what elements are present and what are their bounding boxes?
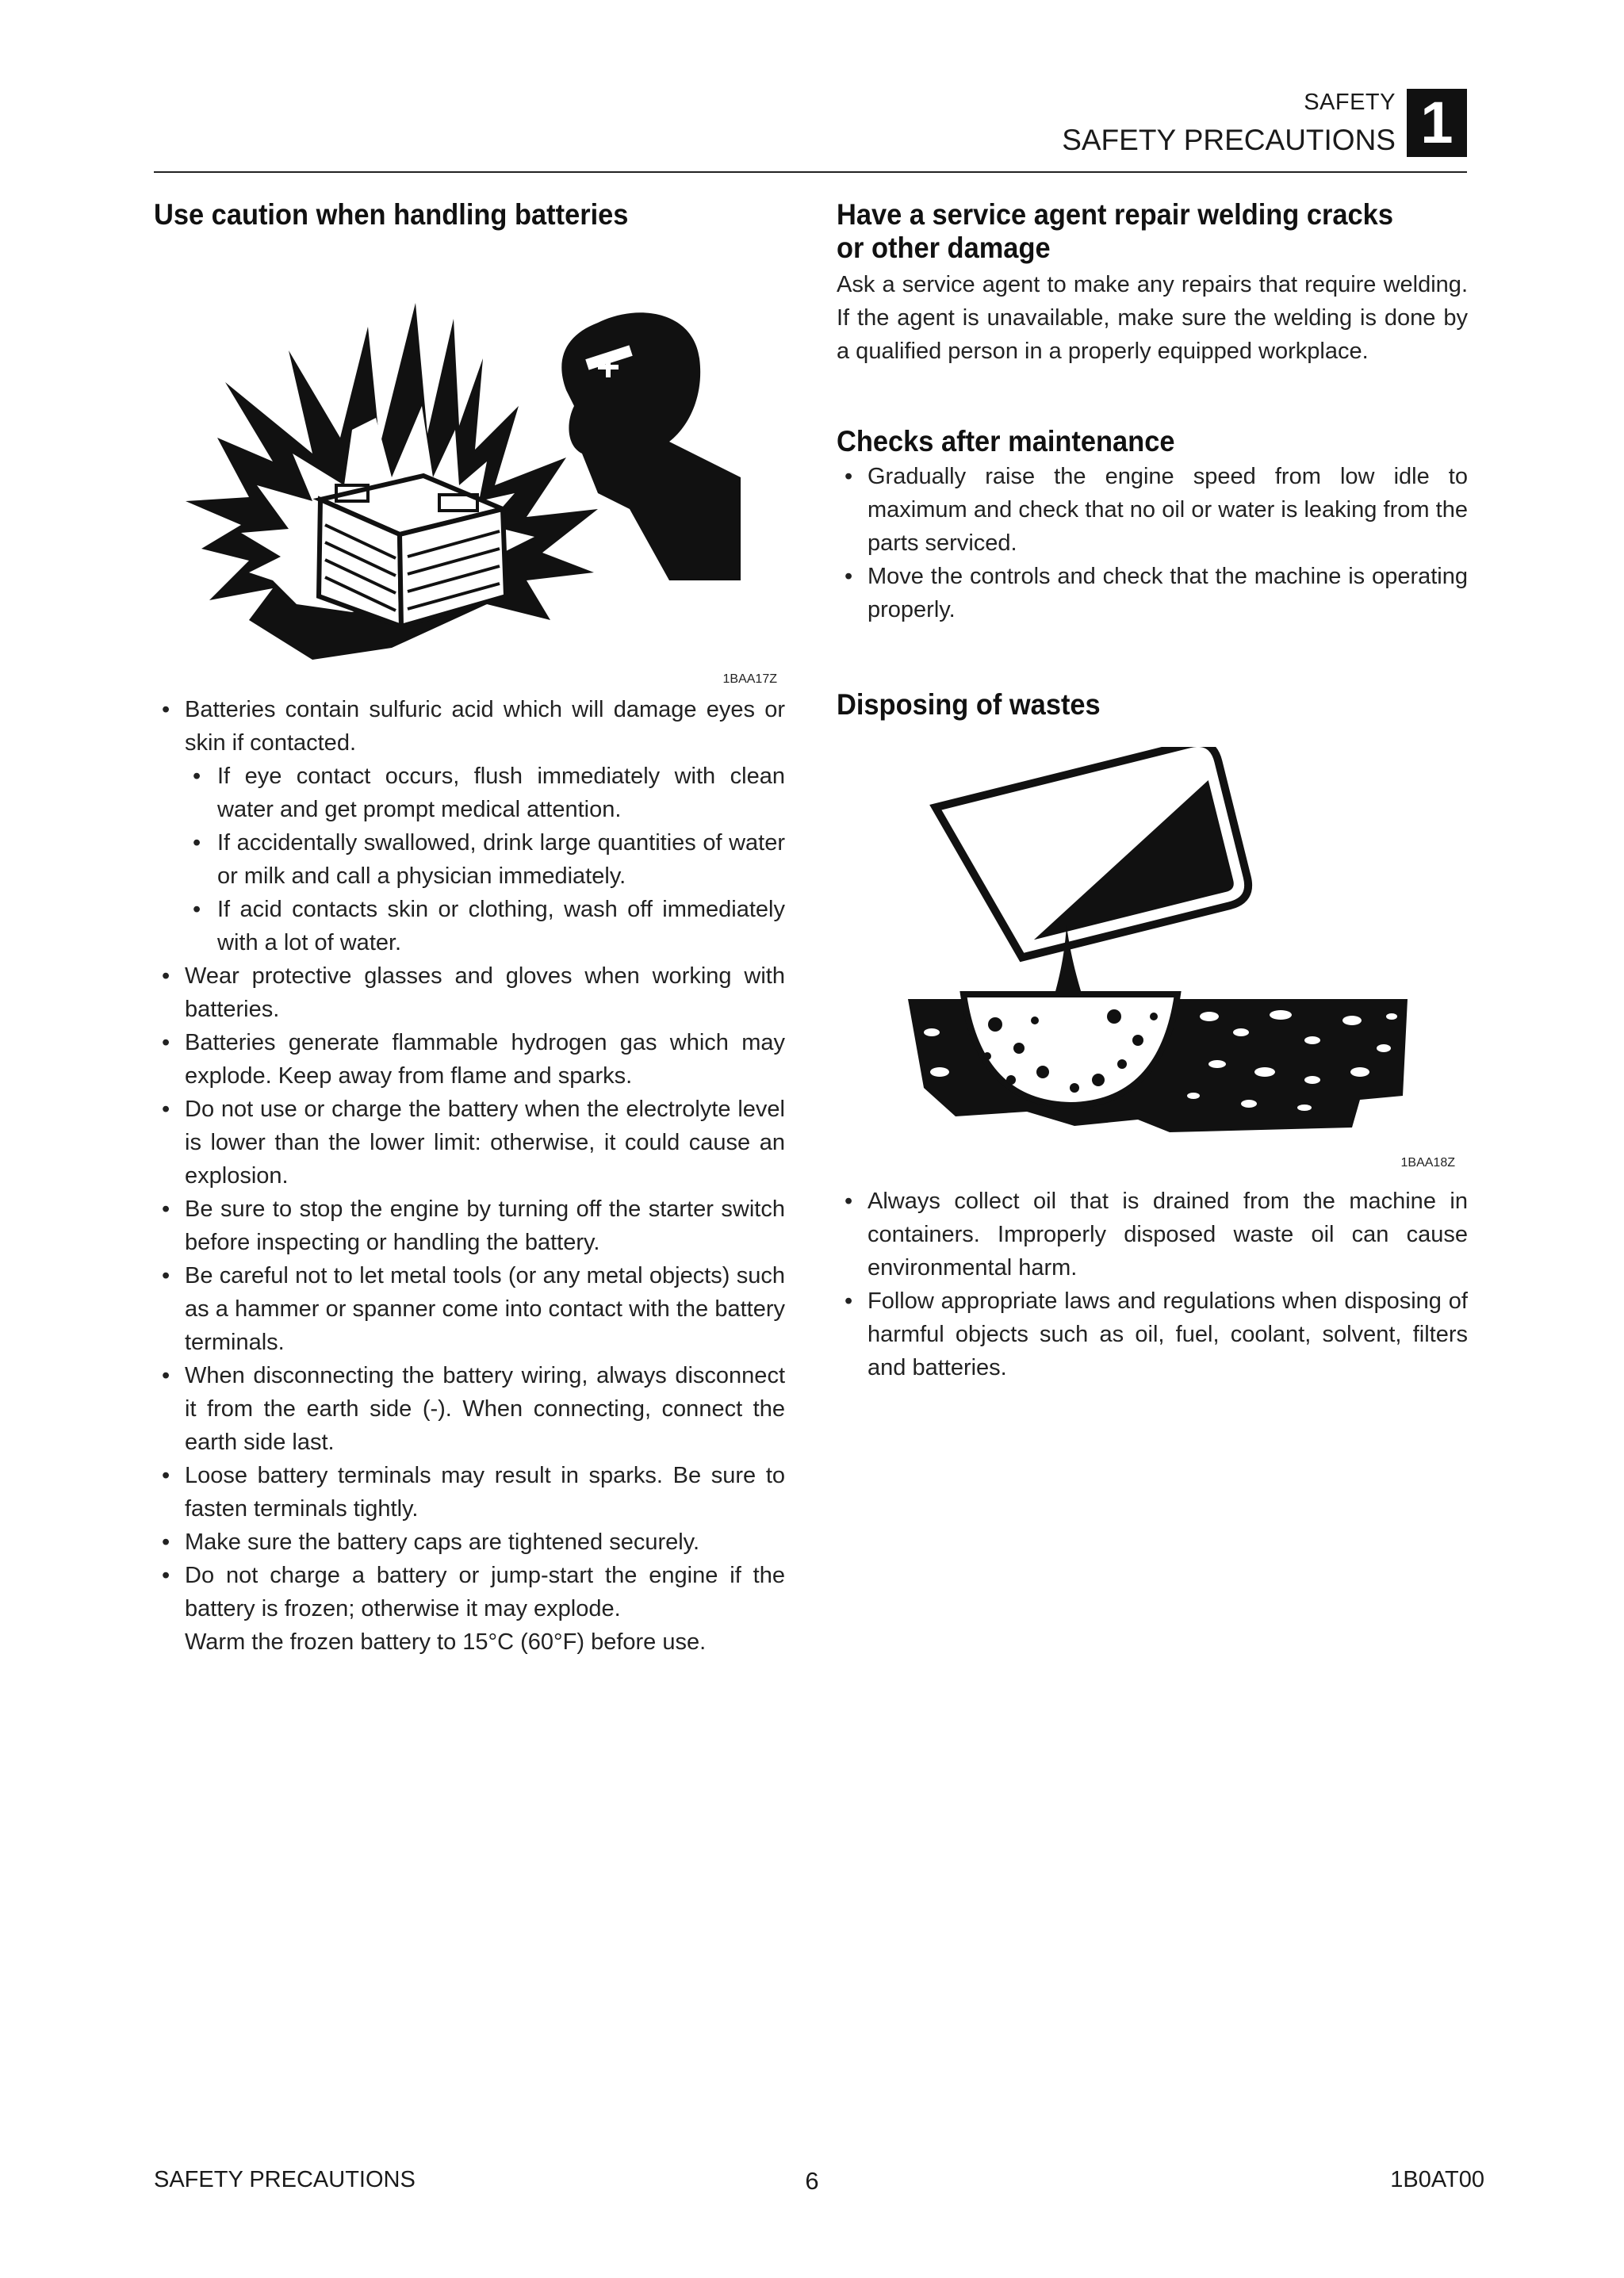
battery-bullet <box>154 693 785 959</box>
checks-bullet: • Move the controls and check that the machine is operating properly. <box>837 560 1468 626</box>
battery-bullet: • When disconnecting the battery wiring, always disconnect it from the earth side (-). When connecting, connect the earth side last. <box>154 1359 785 1459</box>
battery-sub-bullet: • If acid contacts skin or clothing, wash off immediately with a lot of water. <box>185 893 785 959</box>
header-rule <box>154 171 1467 173</box>
checks-bullet-list <box>837 460 1468 626</box>
header-title: SAFETY PRECAUTIONS <box>1062 124 1396 156</box>
footer-page-number: 6 <box>805 2167 819 2195</box>
wastes-bullet: • Always collect oil that is drained from the machine in containers. Improperly disposed waste oil can cause environmental harm. <box>837 1185 1468 1284</box>
checks-heading: Checks after maintenance <box>837 425 1175 458</box>
figure-code-2: 1BAA18Z <box>1400 1156 1455 1170</box>
battery-bullet: • Make sure the battery caps are tightened securely. <box>154 1526 785 1559</box>
bullet-text: Batteries contain sulfuric acid which will damage eyes or skin if contacted. <box>185 697 785 756</box>
bullet-text: Do not charge a battery or jump-start the engine if the battery is frozen; otherwise it may explode. <box>185 1563 785 1621</box>
battery-bullet-list <box>154 693 785 1659</box>
battery-bullet: • Batteries generate flammable hydrogen gas which may explode. Keep away from flame and sparks. <box>154 1026 785 1093</box>
welding-body: Ask a service agent to make any repairs that require welding. If the agent is unavailable, make sure the welding is done by a qualified person in a properly equipped workplace. <box>837 272 1468 364</box>
checks-bullet: • Gradually raise the engine speed from low idle to maximum and check that no oil or water is leaking from the parts serviced. <box>837 460 1468 560</box>
wastes-bullet: • Follow appropriate laws and regulations when disposing of harmful objects such as oil, fuel, coolant, solvent, filters and batteries. <box>837 1284 1468 1384</box>
battery-bullet <box>154 1559 785 1659</box>
battery-bullet: • Loose battery terminals may result in sparks. Be sure to fasten terminals tightly. <box>154 1459 785 1526</box>
waste-disposal-figure <box>837 747 1468 1181</box>
wastes-heading: Disposing of wastes <box>837 688 1101 721</box>
figure-code-1: 1BAA17Z <box>722 672 777 686</box>
battery-sub-bullet: • If accidentally swallowed, drink large quantities of water or milk and call a physician immediately. <box>185 826 785 893</box>
chapter-number-badge: 1 <box>1407 89 1467 157</box>
footer-section: SAFETY PRECAUTIONS <box>154 2167 416 2192</box>
battery-bullet: • Be sure to stop the engine by turning off the starter switch before inspecting or handling the battery. <box>154 1193 785 1259</box>
header-chapter: SAFETY <box>1304 90 1396 115</box>
welding-heading: Have a service agent repair welding cracks or other damage <box>837 198 1393 264</box>
battery-explosion-figure <box>154 247 785 687</box>
battery-sub-list <box>185 760 785 959</box>
bullet-continuation: Warm the frozen battery to 15°C (60°F) before use. <box>185 1629 707 1655</box>
battery-bullet: • Do not use or charge the battery when the electrolyte level is lower than the lower limit: otherwise, it could cause an explosion. <box>154 1093 785 1193</box>
battery-bullet: • Wear protective glasses and gloves when working with batteries. <box>154 959 785 1026</box>
left-column <box>154 198 785 1659</box>
battery-sub-bullet: • If eye contact occurs, flush immediately with clean water and get prompt medical attention. <box>185 760 785 826</box>
right-column <box>837 198 1468 1384</box>
battery-bullet: • Be careful not to let metal tools (or any metal objects) such as a hammer or spanner come into contact with the battery terminals. <box>154 1259 785 1359</box>
battery-heading: Use caution when handling batteries <box>154 198 629 231</box>
battery-explosion-illustration <box>154 247 785 687</box>
waste-disposal-illustration <box>837 747 1468 1181</box>
wastes-bullet-list <box>837 1185 1468 1384</box>
footer-doc-code: 1B0AT00 <box>1390 2167 1484 2192</box>
